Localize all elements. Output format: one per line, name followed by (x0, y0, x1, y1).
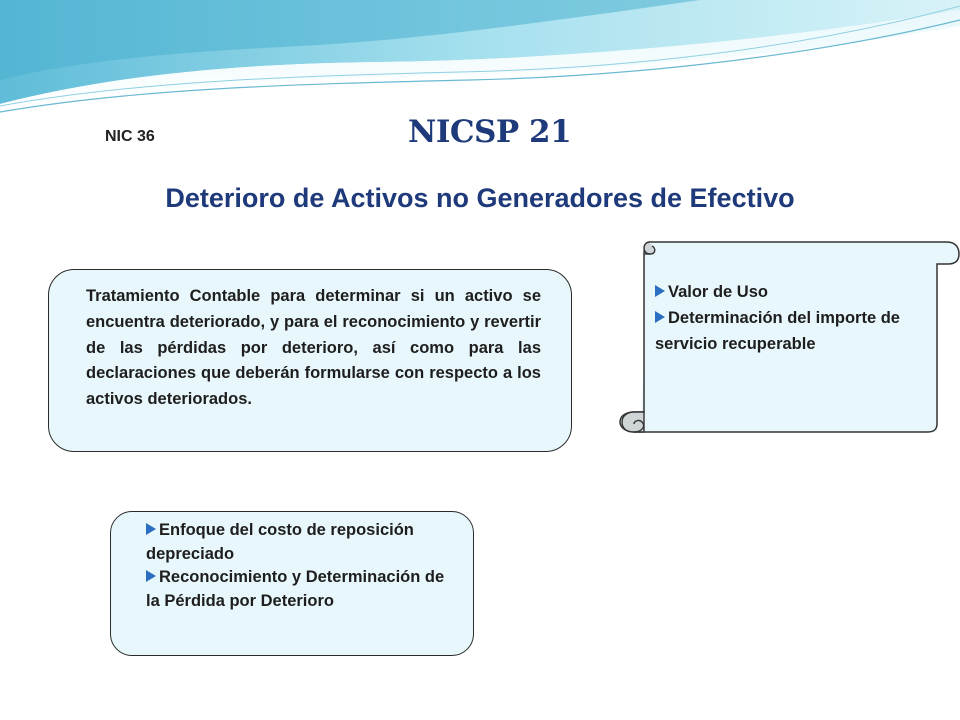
scroll-box (655, 279, 927, 357)
main-description-text: Tratamiento Contable para determinar si un activo se encuentra deteriorado, y para el reconocimiento y revertir de las pérdidas por deterioro, así como para las declaraciones que deberán formularse con respecto a los activos deteriorados. (86, 287, 541, 409)
nic-label: NIC 36 (105, 128, 155, 145)
list-item-text: Reconocimiento y Determinación de la Pérdida por Deterioro (146, 568, 445, 610)
arrow-bullet-icon (146, 570, 156, 582)
list-item-text: Enfoque del costo de reposición depreciado (146, 521, 414, 563)
page-title: NICSP 21 (408, 114, 572, 150)
wave-banner (0, 0, 960, 120)
arrow-bullet-icon (655, 285, 665, 297)
list-item-text: Valor de Uso (668, 283, 768, 301)
list-item-text: Determinación del importe de servicio recuperable (655, 309, 900, 353)
list-item (655, 305, 927, 357)
methods-box (110, 511, 474, 656)
page-subtitle: Deterioro de Activos no Generadores de Efectivo (165, 183, 795, 213)
main-description-box (48, 269, 572, 452)
list-item (146, 566, 455, 613)
list-item (146, 519, 455, 566)
arrow-bullet-icon (146, 523, 156, 535)
list-item (655, 279, 927, 305)
arrow-bullet-icon (655, 311, 665, 323)
